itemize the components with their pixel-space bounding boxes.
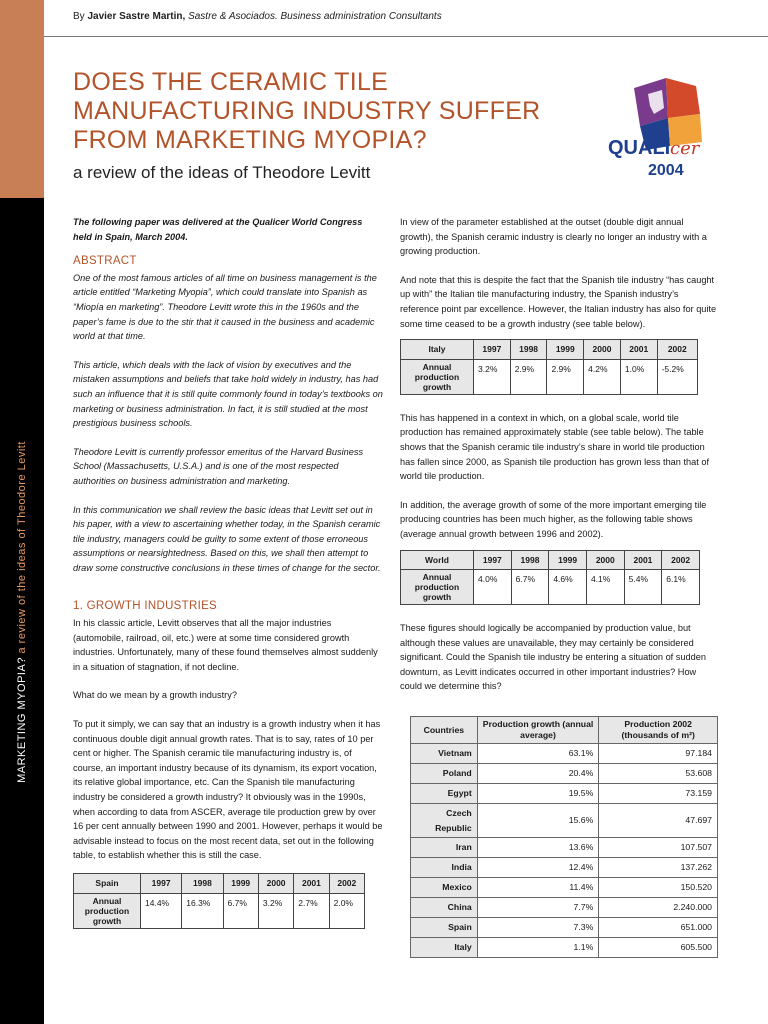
table-row [411,744,718,764]
svg-text:QUALI: QUALI [608,137,671,159]
body-paragraph: In his classic article, Levitt observes that all the major industries (automobile, railroad, oil, etc.) were at some time considered growth industries. Unfortunately, many of these found themselves almost suddenly in a situation of stagnation, if not decline. [73,618,378,672]
table-header-cell: 2000 [584,340,621,360]
table-header-cell: 1998 [511,550,549,570]
table-cell: 3.2% [474,359,511,394]
table-header-cell: 2000 [586,550,624,570]
growth-value: 7.3% [477,918,599,938]
left-column [73,215,383,929]
country-name: Poland [411,764,478,784]
table-cell: 2.0% [329,893,364,928]
production-value: 107.507 [599,838,718,858]
table-row [411,918,718,938]
growth-value: 15.6% [477,804,599,838]
header-rule [44,36,768,37]
production-value: 2.240.000 [599,898,718,918]
production-value: 73.159 [599,784,718,804]
table-row [411,784,718,804]
table-header-cell: 1999 [547,340,584,360]
country-name: Czech Republic [411,804,478,838]
production-value: 53.608 [599,764,718,784]
table-header-cell: World [401,550,474,570]
production-value: 137.262 [599,858,718,878]
table-cell: 4.0% [474,570,512,605]
country-name: India [411,858,478,878]
abstract-heading: ABSTRACT [73,255,137,268]
country-name: Iran [411,838,478,858]
byline [73,11,442,22]
country-name: China [411,898,478,918]
section1-heading: 1. GROWTH INDUSTRIES [73,600,218,613]
country-name: Mexico [411,878,478,898]
byline-affiliation: Sastre & Asociados. Business administration Consultants [188,11,442,22]
table-header-cell: 2001 [294,873,329,893]
body-paragraph: To put it simply, we can say that an industry is a growth industry when it has continuous double digit annual growth rates. That is to say, rates of 10 per cent or higher. The Spanish ceramic tile manufacturing industry is, of course, an important industry because of its dynamism, its export vocation, its relative global importance, etc. Can the Spanish tile manufacturing industry be considered a growth industry? It obviously was in the 1990s, when according to data from ASCER, average tile production grew by over 16 per cent annually between 1990 and 2001. However, perhaps it would be advisable instead to focus on the most recent data, set out in the following table, to establish whether this is still the case. [73,719,383,861]
table-header-cell: 2002 [657,340,697,360]
growth-value: 12.4% [477,858,599,878]
table-row [411,878,718,898]
table-row [411,938,718,958]
production-value: 47.697 [599,804,718,838]
table-header-row [401,550,700,570]
table-header-cell: 1999 [549,550,587,570]
right-column [400,215,718,958]
table-header-cell: Countries [411,717,478,744]
byline-author: Javier Sastre Martin, [87,11,186,22]
table-header-cell: 1997 [474,340,511,360]
table-row [411,898,718,918]
svg-text:cer: cer [670,138,700,159]
table-cell: 6.7% [223,893,258,928]
production-value: 150.520 [599,878,718,898]
byline-prefix: By [73,11,85,22]
abstract-paragraph: In this communication we shall review the basic ideas that Levitt set out in his paper, with a view to ascertaining whether today, in the Spanish ceramic tile industry, managers could be guilty to some extent of those erroneous assumptions or nearsightedness. Based on this, we shall then attempt to draw some constructive conclusions in these times of change for the sector. [73,504,381,573]
table-cell: 2.9% [510,359,547,394]
country-name: Egypt [411,784,478,804]
table-cell: 6.7% [511,570,549,605]
table-row-header: Annual production growth [74,893,141,928]
table-row [411,804,718,838]
sidebar-part2: a review of the ideas of Theodore Levitt [16,441,28,654]
production-value: 651.000 [599,918,718,938]
table-header-cell: 1997 [141,873,182,893]
table-cell: 3.2% [258,893,293,928]
table-header-cell: 2001 [624,550,662,570]
table-header-row [401,340,698,360]
growth-value: 7.7% [477,898,599,918]
table-row [411,858,718,878]
table-header-row [74,873,365,893]
table-header-cell: Spain [74,873,141,893]
production-value: 605.500 [599,938,718,958]
table-cell: 14.4% [141,893,182,928]
body-paragraph: In addition, the average growth of some of the more important emerging tile producing countries has been much higher, as the following table shows (average annual growth between 1996 and 2002). [400,499,707,539]
country-name: Italy [411,938,478,958]
italy-growth-table [400,339,698,395]
table-header-cell: 1999 [223,873,258,893]
table-header-row [411,717,718,744]
table-row [401,359,698,394]
table-row-header: Annual production growth [401,570,474,605]
table-cell: 6.1% [662,570,700,605]
article-title: DOES THE CERAMIC TILE MANUFACTURING INDUSTRY SUFFER FROM MARKETING MYOPIA? [73,68,541,154]
spain-growth-table [73,873,365,929]
table-header-cell: 2000 [258,873,293,893]
table-cell: 4.1% [586,570,624,605]
growth-value: 19.5% [477,784,599,804]
table-cell: 2.9% [547,359,584,394]
table-header-cell: 2002 [662,550,700,570]
table-cell: 4.6% [549,570,587,605]
table-row [401,570,700,605]
table-cell: 5.4% [624,570,662,605]
table-header-cell: 1997 [474,550,512,570]
growth-value: 20.4% [477,764,599,784]
world-growth-table [400,550,700,606]
body-paragraph: And note that this is despite the fact that the Spanish tile industry “has caught up with” the Italian tile manufacturing industry, the Spanish industry’s reference point par excellence. However, the Italian industry has also for quite some time ceased to be a growth industry (see table below). [400,274,717,329]
table-header-cell: 2002 [329,873,364,893]
table-row [411,838,718,858]
table-row-header: Annual production growth [401,359,474,394]
country-name: Spain [411,918,478,938]
country-name: Vietnam [411,744,478,764]
table-cell: 1.0% [620,359,657,394]
table-header-cell: 1998 [510,340,547,360]
table-header-cell: Production 2002 (thousands of m²) [599,717,718,744]
qualicer-logo [604,74,724,184]
production-value: 97.184 [599,744,718,764]
body-paragraph: What do we mean by a growth industry? [73,690,237,701]
table-header-cell: 2001 [620,340,657,360]
abstract-paragraph: Theodore Levitt is currently professor emeritus of the Harvard Business School (Massachusetts, U.S.A.) and is one of the most respected authorities on business administration and marketing. [73,446,364,486]
svg-text:2004: 2004 [648,162,684,179]
table-cell: 16.3% [182,893,223,928]
growth-value: 11.4% [477,878,599,898]
body-paragraph: These figures should logically be accompanied by production value, but although these values are unavailable, they may certainly be considered significant. Could the Spanish tile industry be entering a situation of sudden downturn, as Levitt indicates occurred in other important industries? How could we determine this? [400,623,706,692]
table-row [74,893,365,928]
body-paragraph: This has happened in a context in which, on a global scale, world tile production has remained approximately stable (see table below). The table shows that the Spanish ceramic tile industry’s share in world tile production has fallen since 2000, as Spanish tile production has grown less than that of world tile production. [400,412,709,482]
table-cell: 4.2% [584,359,621,394]
growth-value: 63.1% [477,744,599,764]
sidebar-part1: MARKETING MYOPIA? [16,657,28,783]
countries-production-table [410,716,718,958]
abstract-paragraph: This article, which deals with the lack of vision by executives and the mistaken assumptions and beliefs that take hold widely in industry, has had such an influence that it is still quite commonly found in today’s textbooks on marketing or business administration. In fact, it is still studied at the most prestigious business schools. [73,359,383,429]
growth-value: 13.6% [477,838,599,858]
article-subtitle: a review of the ideas of Theodore Levitt [73,163,371,182]
table-header-cell: Production growth (annual average) [477,717,599,744]
table-row [411,764,718,784]
intro-note: The following paper was delivered at the Qualicer World Congress held in Spain, March 2004. [73,217,363,242]
table-header-cell: 1998 [182,873,223,893]
sidebar-accent-orange [0,0,44,198]
abstract-paragraph: One of the most famous articles of all time on business management is the article entitled “Marketing Myopia”, which could translate into Spanish as “Miopía en marketing”. Theodore Levitt wrote this in the 1960s and the paper’s fame is due to the stir that it caused in the business and academic world at that time. [73,272,377,342]
table-header-cell: Italy [401,340,474,360]
table-cell: 2.7% [294,893,329,928]
growth-value: 1.1% [477,938,599,958]
body-paragraph: In view of the parameter established at the outset (double digit annual growth), the Spanish ceramic industry is clearly no longer an industry with a growing production. [400,217,707,257]
sidebar-running-title [16,441,28,783]
table-cell: -5.2% [657,359,697,394]
